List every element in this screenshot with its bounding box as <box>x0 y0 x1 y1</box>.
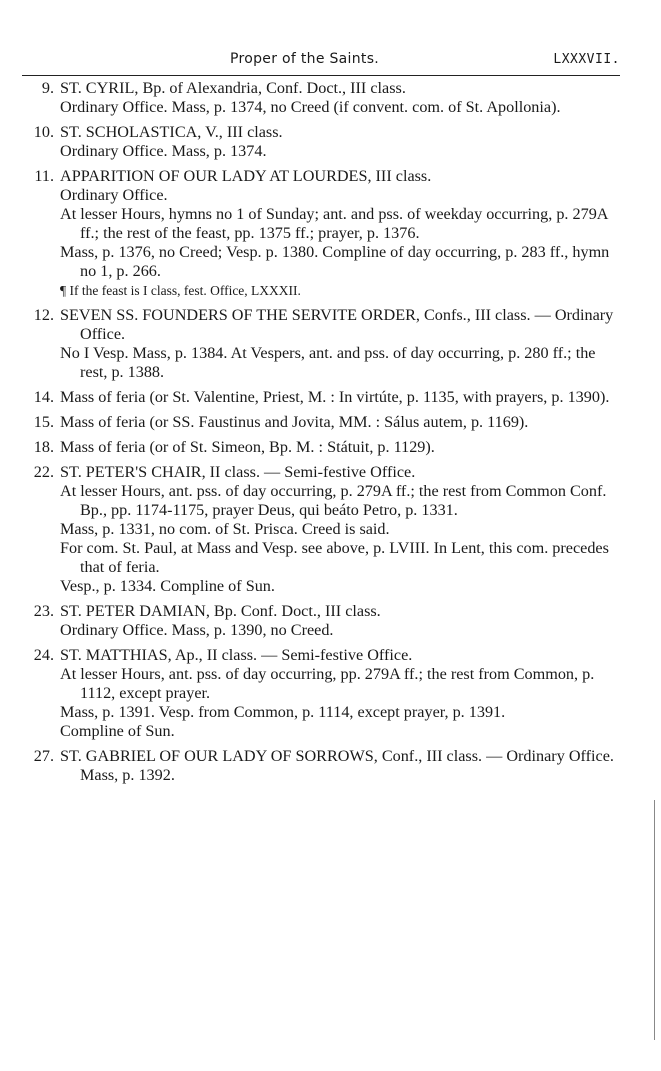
entry-title: ST. GABRIEL OF OUR LADY OF SORROWS, Conf., III class. — Ordinary Office. Mass, p. 1392. <box>60 747 614 784</box>
entry-line: At lesser Hours, ant. pss. of day occurring, pp. 279A ff.; the rest from Common, p. 1112, except prayer. <box>60 665 595 702</box>
entry-day-number: 27. <box>33 747 54 765</box>
entry-day-number: 18. <box>33 438 54 456</box>
calendar-entry <box>22 79 622 117</box>
entry-title: ST. CYRIL, Bp. of Alexandria, Conf. Doct., III class. <box>60 79 406 97</box>
entry-title: Mass of feria (or SS. Faustinus and Jovita, MM. : Sálus autem, p. 1169). <box>60 413 529 431</box>
entry-line: At lesser Hours, hymns no 1 of Sunday; ant. and pss. of weekday occurring, p. 279A ff.; the rest of the feast, pp. 1375 ff.; prayer, p. 1376. <box>60 205 608 242</box>
entry-title: ST. PETER DAMIAN, Bp. Conf. Doct., III class. <box>60 602 381 620</box>
entry-line: Mass, p. 1331, no com. of St. Prisca. Creed is said. <box>60 520 390 538</box>
entry-day-number: 14. <box>33 388 54 406</box>
entry-line: Vesp., p. 1334. Compline of Sun. <box>60 577 275 595</box>
entry-title: ST. SCHOLASTICA, V., III class. <box>60 123 283 141</box>
entry-title: ST. PETER'S CHAIR, II class. — Semi-festive Office. <box>60 463 416 481</box>
entry-title: Mass of feria (or St. Valentine, Priest, M. : In virtúte, p. 1135, with prayers, p. 1390). <box>60 388 610 406</box>
entry-line: Mass, p. 1376, no Creed; Vesp. p. 1380. Compline of day occurring, p. 283 ff., hymn no 1, p. 266. <box>60 243 610 280</box>
entry-line: No I Vesp. Mass, p. 1384. At Vespers, ant. and pss. of day occurring, p. 280 ff.; the rest, p. 1388. <box>60 344 596 381</box>
entry-line: Ordinary Office. Mass, p. 1374. <box>60 142 267 160</box>
calendar-entry <box>22 306 622 382</box>
entry-line: Ordinary Office. Mass, p. 1390, no Creed. <box>60 621 334 639</box>
entry-day-number: 10. <box>33 123 54 141</box>
entry-line: Ordinary Office. Mass, p. 1374, no Creed (if convent. com. of St. Apollonia). <box>60 98 561 116</box>
calendar-entry <box>22 413 622 432</box>
entry-title: Mass of feria (or of St. Simeon, Bp. M. : Státuit, p. 1129). <box>60 438 435 456</box>
entry-title: SEVEN SS. FOUNDERS OF THE SERVITE ORDER, Confs., III class. — Ordinary Office. <box>60 306 614 343</box>
calendar-entry <box>22 602 622 640</box>
calendar-entry <box>22 388 622 407</box>
entry-note: ¶ If the feast is I class, fest. Office, LXXXII. <box>60 283 301 298</box>
page-edge-line <box>654 800 655 1040</box>
header-rule <box>22 75 620 76</box>
entry-day-number: 22. <box>33 463 54 481</box>
calendar-entry <box>22 167 622 300</box>
entry-line: For com. St. Paul, at Mass and Vesp. see above, p. LVIII. In Lent, this com. precedes that of feria. <box>60 539 609 576</box>
calendar-entry <box>22 646 622 741</box>
page-header <box>20 51 620 71</box>
entry-title: APPARITION OF OUR LADY AT LOURDES, III class. <box>60 167 432 185</box>
entry-line: Ordinary Office. <box>60 186 168 204</box>
calendar-entry <box>22 747 622 785</box>
entry-day-number: 9. <box>41 79 54 97</box>
entry-day-number: 23. <box>33 602 54 620</box>
entry-line: At lesser Hours, ant. pss. of day occurring, p. 279A ff.; the rest from Common Conf. Bp., pp. 1174-1175, prayer Deus, qui beáto Petro, p. 1331. <box>60 482 607 519</box>
calendar-entry <box>22 463 622 596</box>
calendar-entries <box>22 79 622 791</box>
calendar-entry <box>22 438 622 457</box>
entry-day-number: 12. <box>33 306 54 324</box>
entry-day-number: 15. <box>33 413 54 431</box>
entry-line: Compline of Sun. <box>60 722 175 740</box>
running-title: Proper of the Saints. <box>230 51 380 67</box>
entry-title: ST. MATTHIAS, Ap., II class. — Semi-festive Office. <box>60 646 413 664</box>
page-number: LXXXVII. <box>553 52 620 67</box>
entry-day-number: 24. <box>33 646 54 664</box>
entry-day-number: 11. <box>34 167 54 185</box>
entry-line: Mass, p. 1391. Vesp. from Common, p. 1114, except prayer, p. 1391. <box>60 703 506 721</box>
calendar-entry <box>22 123 622 161</box>
